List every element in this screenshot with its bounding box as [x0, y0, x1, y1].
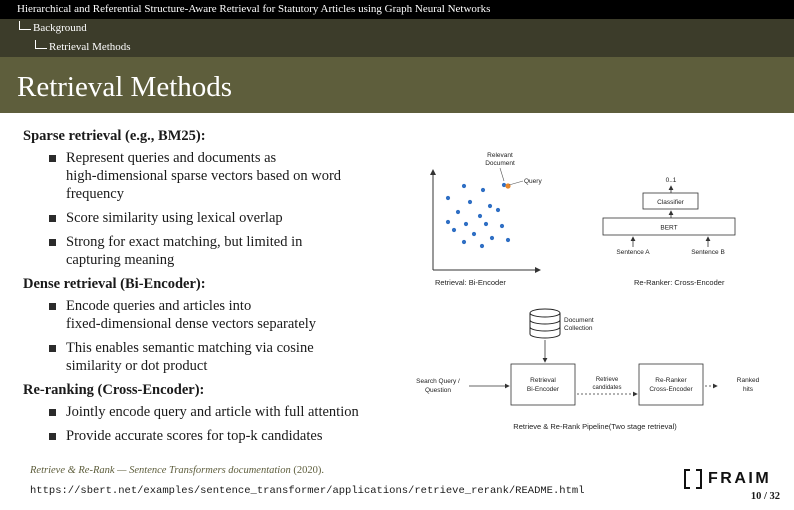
cross-encoder-caption: Re-Ranker: Cross-Encoder: [634, 278, 725, 287]
score-range-label: 0..1: [665, 177, 677, 184]
square-bullet-icon: [49, 433, 56, 440]
bert-label: BERT: [660, 224, 678, 232]
list-item: Score similarity using lexical overlap: [23, 209, 403, 227]
breadcrumb-presentation-title[interactable]: [0, 0, 794, 19]
document-point: [496, 208, 500, 212]
reranker-box: [639, 364, 703, 405]
embedding-points: [446, 183, 511, 248]
tree-elbow-icon: [19, 21, 31, 30]
right-bracket-icon: [695, 469, 702, 489]
square-bullet-icon: [49, 345, 56, 352]
slide-body: [23, 127, 403, 451]
section-heading-reranking: Re-ranking (Cross-Encoder):: [23, 382, 205, 398]
relevant-document-pointer: [500, 168, 504, 181]
slide-title: Retrieval Methods: [17, 71, 233, 103]
document-point: [480, 244, 484, 248]
square-bullet-icon: [49, 303, 56, 310]
fraim-logo: [684, 469, 780, 491]
pipeline-caption: Retrieve & Re-Rank Pipeline(Two stage retrieval): [513, 422, 677, 431]
reranker-box-label-line1: Re-Ranker: [655, 377, 687, 384]
reranker-box-label-line2: Cross-Encoder: [649, 386, 693, 393]
presentation-title-text: Hierarchical and Referential Structure-Aware Retrieval for Statutory Articles using Graph Neural Networks: [17, 3, 491, 15]
square-bullet-icon: [49, 155, 56, 162]
reference-citation: [30, 465, 324, 476]
retrieval-box-label-line2: Bi-Encoder: [526, 386, 560, 393]
query-point: [505, 183, 510, 188]
pipeline-figure: [405, 302, 780, 434]
collection-label-line2: Collection: [564, 325, 593, 332]
list-item: This enables semantic matching via cosine similarity or dot product: [23, 339, 403, 375]
retrieval-box-label-line1: Retrieval: [530, 377, 556, 384]
list-item: Provide accurate scores for top-k candidates: [23, 427, 403, 445]
relevant-document-label-line2: Document: [485, 160, 515, 167]
document-point: [468, 200, 472, 204]
document-point: [488, 204, 492, 208]
dense-retrieval-list: [23, 297, 403, 375]
section-heading-sparse: Sparse retrieval (e.g., BM25):: [23, 128, 206, 144]
list-item: Represent queries and documents as high-dimensional sparse vectors based on word frequency: [23, 149, 403, 203]
breadcrumb-section[interactable]: [0, 19, 794, 38]
ranked-hits-label-line1: Ranked: [736, 377, 760, 384]
tree-elbow-icon: [35, 40, 47, 49]
section-heading-dense: Dense retrieval (Bi-Encoder):: [23, 276, 206, 292]
sentence-a-label: Sentence A: [616, 249, 650, 256]
square-bullet-icon: [49, 239, 56, 246]
candidates-label-line2: candidates: [592, 385, 622, 391]
reranking-list: [23, 403, 403, 445]
document-point: [500, 224, 504, 228]
square-bullet-icon: [49, 409, 56, 416]
query-label: Query: [524, 178, 542, 185]
document-point: [462, 184, 466, 188]
retrieval-box: [511, 364, 575, 405]
document-point: [484, 222, 488, 226]
ranked-hits-label-line2: hits: [742, 386, 754, 393]
left-bracket-icon: [684, 469, 691, 489]
candidates-label-line1: Retrieve: [595, 377, 619, 383]
document-point: [446, 196, 450, 200]
breadcrumb-subsection[interactable]: [0, 38, 794, 57]
square-bullet-icon: [49, 215, 56, 222]
breadcrumb: [0, 0, 794, 57]
document-point: [452, 228, 456, 232]
sparse-retrieval-list: [23, 149, 403, 269]
reference-url[interactable]: https://sbert.net/examples/sentence_transformer/applications/retrieve_rerank/README.html: [30, 485, 585, 497]
list-item: Jointly encode query and article with full attention: [23, 403, 403, 421]
subsection-name-text: Retrieval Methods: [49, 41, 131, 53]
classifier-label: Classifier: [657, 199, 684, 206]
document-point: [490, 236, 494, 240]
bi-encoder-figure: [418, 148, 578, 290]
relevant-document-label-line1: Relevant: [487, 152, 513, 159]
list-item: Encode queries and articles into fixed-dimensional dense vectors separately: [23, 297, 403, 333]
document-point: [472, 232, 476, 236]
page-number: 10 / 32: [750, 491, 780, 502]
sentence-b-label: Sentence B: [691, 249, 725, 256]
query-pointer: [509, 181, 523, 185]
document-point: [481, 188, 485, 192]
search-query-label-line1: Search Query /: [416, 378, 460, 385]
search-query-label-line2: Question: [424, 387, 452, 394]
document-point: [462, 240, 466, 244]
document-point: [464, 222, 468, 226]
logo-wordmark: FRAIM: [708, 470, 772, 487]
document-point: [478, 214, 482, 218]
bi-encoder-caption: Retrieval: Bi-Encoder: [435, 278, 506, 287]
cross-encoder-figure: [598, 168, 758, 290]
document-point: [456, 210, 460, 214]
slide-title-bar: [0, 57, 794, 113]
citation-year: (2020).: [293, 465, 324, 476]
database-icon: [530, 309, 560, 338]
section-name-text: Background: [33, 22, 87, 34]
document-point: [446, 220, 450, 224]
document-point: [506, 238, 510, 242]
collection-label-line1: Document: [564, 317, 594, 324]
citation-title: Retrieve & Re-Rank — Sentence Transformers documentation: [30, 465, 291, 476]
list-item: Strong for exact matching, but limited in capturing meaning: [23, 233, 403, 269]
